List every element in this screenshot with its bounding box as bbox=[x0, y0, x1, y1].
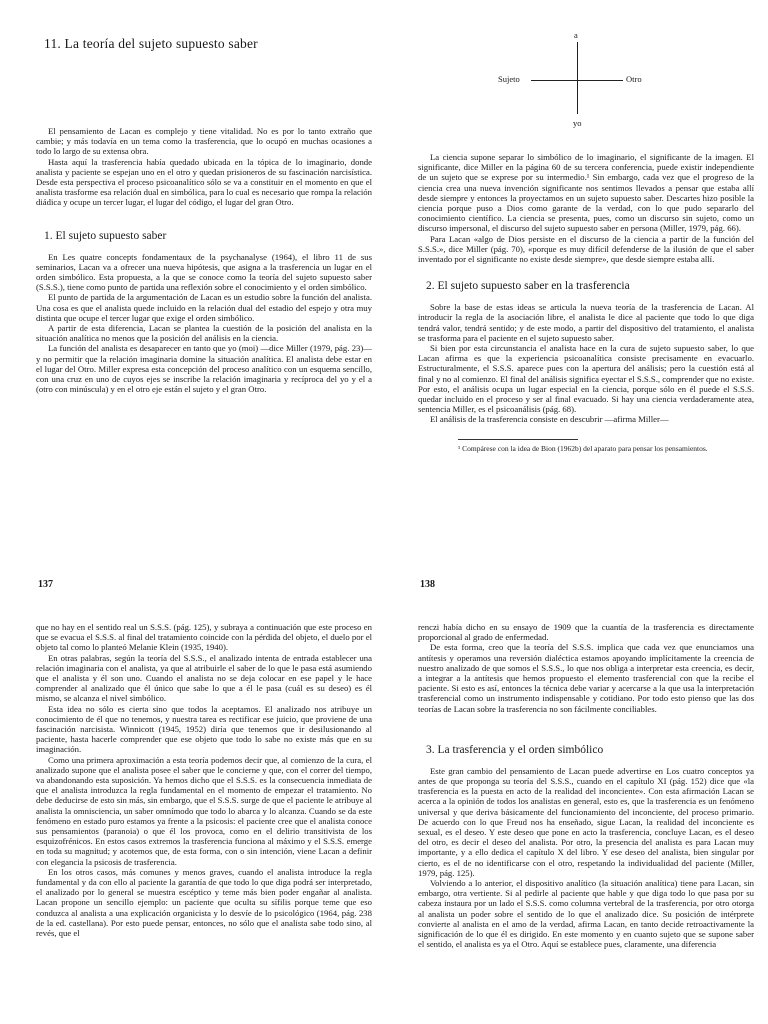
diagram-label-right: Otro bbox=[626, 74, 642, 84]
diagram-vertical-axis bbox=[577, 42, 578, 114]
diagram-label-left: Sujeto bbox=[498, 74, 520, 84]
page-137 bbox=[36, 30, 372, 590]
footnote: ¹ Compárese con la idea de Bion (1962b) del aparato para pensar los pensamientos. bbox=[458, 443, 708, 453]
page-138 bbox=[418, 30, 754, 590]
paragraph: A partir de esta diferencia, Lacan se plantea la cuestión de la posición del analista en la situación analítica no menos que la posición del análisis en la ciencia. bbox=[36, 323, 372, 344]
paragraph: Hasta aquí la trasferencia había quedado ubicada en la tópica de lo imaginario, donde analista y paciente se espejan uno en el otro y quedan prisioneros de su fascinación narcisística. Desde esta perspectiva el proceso psicoanalítico sólo se va a constituir en el momento en que el analista trasforme esa relación dual en simbólica, para lo cual es necesario que rompa la relación diádica y ocupe un tercer lugar, el lugar del código, el lugar del gran Otro. bbox=[36, 156, 372, 208]
diagram-label-top: a bbox=[574, 30, 578, 40]
section-title: 1. El sujeto supuesto saber bbox=[44, 229, 167, 242]
paragraph: En Les quatre concepts fondamentaux de la psychanalyse (1964), el libro 11 de sus seminarios, Lacan va a ofrecer una nueva hipótesis, que asigna a la trasferencia un lugar en el orden simbólico. Esta propuesta, a la que se conoce como la teoría del sujeto supuesto saber (S.S.S.), tiene como punto de partida una reflexión sobre el conocimiento y el orden simbólico. bbox=[36, 251, 372, 293]
paragraph: El punto de partida de la argumentación de Lacan es un estudio sobre la función del analista. Una cosa es que el analista quede incluido en la relación dual del estadio del espejo y otra muy distinta que ocupe el tercer lugar que exige el orden simbólico. bbox=[36, 292, 372, 323]
paragraph: Como una primera aproximación a esta teoría podemos decir que, al comienzo de la cura, el analizado supone que el analista posee el saber que le concierne y que, con el correr del tiempo, va abandonando esta suposición. Ya hemos dicho que el S.S.S. es la consecuencia inmediata de que el analista introduzca la regla fundamental en el momento de empezar el tratamiento. No debe deducirse de esto sin más, sin embargo, que el S.S.S. surge de que el paciente le atribuye al analista la omnisciencia, un saber omnímodo que todo lo abarca y lo alcanza. Cuando se da este fenómeno en estado puro estamos ya frente a la psicosis: el paciente cree que el analista conoce sus pensamientos (paranoia) o que él los provoca, como en el delirio transitivista de los esquizofrénicos. En estos casos extremos la trasferencia funciona al máximo y el S.S.S. emerge en toda su magnitud; y acotemos que, de esta forma, con o sin intención, viene Lacan a definir con elegancia la psicosis de trasferencia. bbox=[36, 754, 372, 867]
footnote-rule bbox=[458, 439, 578, 440]
paragraph: De esta forma, creo que la teoría del S.S.S. implica que cada vez que enunciamos una antítesis y operamos una reversión dialéctica estamos apoyando implícitamente la creencia de nuestro analizado de que somos el S.S.S., lo que nos obliga a interpretar esta creencia, es decir, a integrar a la antítesis que hemos propuesto el elemento trasferencial con que la recibe el paciente. Si esto es así, entonces la técnica debe variar y acercarse a la que usa la interpretación trasferencial como un instrumento indispensable y cotidiano. Por todo esto pienso que las dos teorías de Lacan sobre la trasferencia no son fácilmente conciliables. bbox=[418, 642, 754, 714]
paragraph: Sobre la base de estas ideas se articula la nueva teoría de la trasferencia de Lacan. Al introducir la regla de la asociación libre, el analista le dice al paciente que todo lo que diga tendrá valor, tendrá sentido; y de este modo, a partir del dispositivo del tratamiento, el analista se trasforma para el paciente en el sujeto supuesto saber. bbox=[418, 302, 754, 343]
paragraph: Para Lacan «algo de Dios persiste en el discurso de la ciencia a partir de la función del S.S.S.», dice Miller (pág. 70), «porque es muy difícil defenderse de la ilusión de que el saber inventado por el significante no existe desde siempre», que desde siempre estaba allí. bbox=[418, 233, 754, 265]
paragraph: Este gran cambio del pensamiento de Lacan puede advertirse en Los cuatro conceptos ya antes de que proponga su teoría del S.S.S., cuando en el capítulo XI (pág. 152) dice que «la trasferencia es la puesta en acto de la realidad del inconciente». Con esta afirmación Lacan se acerca a la opinión de todos los analistas en general, esto es, que la trasferencia es un fenómeno universal y que deriva básicamente del funcionamiento del inconciente, del proceso primario. De acuerdo con lo que Freud nos ha enseñado, sigue Lacan, la realidad del inconciente es sexual, es el deseo. Y este deseo que pone en acto la trasferencia, concluye Lacan, es el deseo del otro, es decir el deseo del analista. Por otro, la presencia del analista es para Lacan muy importante, y a ello dedica el capítulo X del libro. Y ese deseo del analista, bien singular por cierto, es el de no identificarse con el otro, respetando la individualidad del paciente (Miller, 1979, pág. 125). bbox=[418, 765, 754, 878]
chapter-title: 11. La teoría del sujeto supuesto saber bbox=[44, 36, 258, 51]
paragraph: En los otros casos, más comunes y menos graves, cuando el analista introduce la regla fundamental y da con ello al paciente la garantía de que todo lo que diga podrá ser interpretado, el analizado por lo general se muestra escéptico y teme más bien poder engañar al analista. Lacan propone un sencillo ejemplo: un paciente que oculta su sífilis porque teme que eso conduzca al analista a una explicación organicista y lo desvíe de lo psicológico (1964, pág. 238 de la ed. castellana). Por esto puede pensar, entonces, no sólo que el analista sabe todo sino, al revés, que el bbox=[36, 866, 372, 939]
paragraph: La ciencia supone separar lo simbólico de lo imaginario, el significante de la imagen. El significante, dice Miller en la página 60 de su tercera conferencia, puede existir independiente de un sujeto que se exprese por su intermedio.¹ Sin embargo, cada vez que el progreso de la ciencia crea una nueva invención significante nos sentimos llevados a pensar que estaba allí desde siempre y entonces la proyectamos en un sujeto supuesto saber. Descartes hizo posible la ciencia porque puso a Dios como garante de la verdad, con lo que pudo separarlo del conocimiento científico. La ciencia se presenta, pues, como un discurso sin sujeto, como un discurso impersonal, el discurso del sujeto supuesto saber en persona (Miller, 1979, pág. 66). bbox=[418, 152, 754, 234]
paragraph: La función del analista es desaparecer en tanto que yo (moi) —dice Miller (1979, pág. 23)— y no permitir que la relación imaginaria domine la situación analítica. El analista debe estar en el lugar del Otro. Miller expresa esta concepción del proceso analítico con un esquema sencillo, con una cruz en uno de cuyos ejes se inscribe la relación imaginaria y recíproca del yo y el a (otro con minúscula) y en el otro eje están el sujeto y el gran Otro. bbox=[36, 343, 372, 395]
page-140 bbox=[418, 622, 754, 1024]
section-title: 3. La trasferencia y el orden simbólico bbox=[426, 743, 604, 756]
paragraph: Volviendo a lo anterior, el dispositivo analítico (la situación analítica) tiene para Lacan, sin embargo, otra vertiente. Si al pedirle al paciente que hable y que diga todo lo que pasa por su cabeza instaura por un lado el S.S.S. como columna vertebral de la trasferencia, por otro otorga al analista un poder sobre el sentido de lo que el analizado dice. Su posición de intérprete convierte al analista en el amo de la verdad, afirma Lacan, en tanto decide retroactivamente la significación de lo que él es dirigido. En este momento y en cuanto sujeto que se supone saber el sentido, el analista es ya el Otro. Aquí se establece pues, claramente, una diferencia bbox=[418, 878, 754, 950]
section-title: 2. El sujeto supuesto saber en la trasferencia bbox=[426, 280, 630, 293]
paragraph: Si bien por esta circunstancia el analista hace en la cura de sujeto supuesto saber, lo que Lacan afirma es que la experiencia psicoanalítica consiste precisamente en evacuarlo. Estructuralmente, el S.S.S. aparece pues con la apertura del análisis; pero la cuestión está al final y no al comienzo. El final del análisis significa eyectar el S.S.S., comprender que no existe. Por esto, el análisis ocupa un lugar especial en la ciencia, porque sólo en él puede el S.S.S. quedar incluido en el proceso y ser al final evacuado. Si hay una ciencia verdaderamente atea, sentencia Miller, es el psicoanálisis (pág. 68). bbox=[418, 343, 754, 415]
paragraph: El pensamiento de Lacan es complejo y tiene vitalidad. No es por lo tanto extraño que cambie; y más todavía en un tema como la trasferencia, que lo ocupó en muchas ocasiones a todo lo largo de su extensa obra. bbox=[36, 126, 372, 157]
page-number: 138 bbox=[420, 579, 435, 590]
diagram-label-bottom: yo bbox=[573, 118, 582, 128]
paragraph: Esta idea no sólo es cierta sino que todos la aceptamos. El analizado nos atribuye un conocimiento de él que no tenemos, y nuestra tarea es rectificar ese juicio, que proviene de una fascinación narcisista. Winnicott (1945, 1952) diría que tenemos que ir desilusionando al paciente, hasta hacerle comprender que ese objeto que todo lo sabe no existe más que en su imaginación. bbox=[36, 703, 372, 755]
paragraph: El análisis de la trasferencia consiste en descubrir —afirma Miller— bbox=[430, 414, 669, 425]
paragraph: renczi había dicho en su ensayo de 1909 que la cuantía de la trasferencia es directamente proporcional al grado de enfermedad. bbox=[418, 622, 754, 643]
paragraph: que no hay en el sentido real un S.S.S. (pág. 125), y subraya a continuación que este proceso en que se evacua el S.S.S. al final del tratamiento coincide con la pérdida del objeto, el duelo por el objeto tal como lo planteó Melanie Klein (1935, 1940). bbox=[36, 622, 372, 653]
page-number: 137 bbox=[38, 579, 53, 590]
paragraph: En otras palabras, según la teoría del S.S.S., el analizado intenta de entrada establecer una relación imaginaria con el analista, ya que al atribuirle el saber de lo que le pasa está asumiendo que el analista y él son uno. Cuando el analista no se deja colocar en ese papel y le hace comprender al analizado que él único que sabe lo que a él le pasa (cuál es su deseo) es él mismo, se alcanza el nivel simbólico. bbox=[36, 652, 372, 704]
page-139 bbox=[36, 622, 372, 1024]
cross-diagram bbox=[418, 30, 754, 142]
